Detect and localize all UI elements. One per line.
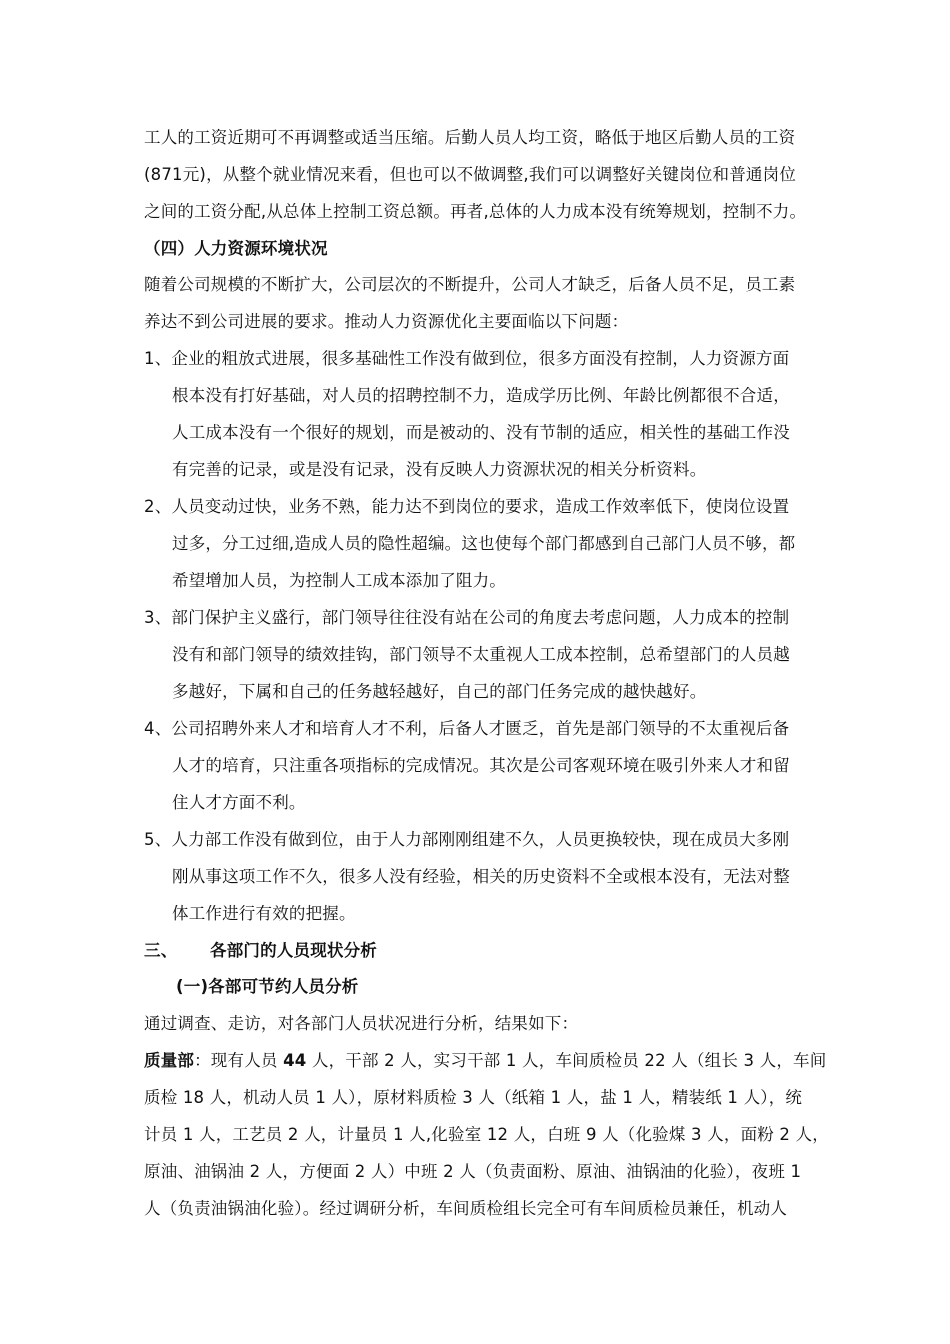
dept-label: 质量部: [144, 1051, 195, 1070]
list-item-line: 体工作进行有效的把握。: [172, 904, 356, 923]
paragraph-line: 人（负责油锅油化验）。经过调研分析，车间质检组长完全可有车间质检员兼任，机动人: [144, 1199, 788, 1218]
list-item-line: 多越好，下属和自己的任务越轻越好，自己的部门任务完成的越快越好。: [172, 682, 707, 701]
list-item-line: 根本没有打好基础，对人员的招聘控制不力，造成学历比例、年龄比例都很不合适，: [172, 386, 790, 405]
list-item-line: 住人才方面不利。: [172, 793, 306, 812]
paragraph-line: (871元)，从整个就业情况来看，但也可以不做调整,我们可以调整好关键岗位和普通岗位: [144, 165, 797, 184]
list-item-line: 过多，分工过细,造成人员的隐性超编。这也使每个部门都感到自己部门人员不够，都: [172, 534, 796, 553]
list-item-line: 有完善的记录，或是没有记录，没有反映人力资源状况的相关分析资料。: [172, 460, 707, 479]
paragraph-line: 养达不到公司进展的要求。推动人力资源优化主要面临以下问题：: [144, 312, 629, 331]
paragraph-line: 工人的工资近期可不再调整或适当压缩。后勤人员人均工资，略低于地区后勤人员的工资: [144, 128, 796, 147]
section-title: 各部门的人员现状分析: [210, 941, 377, 960]
paragraph-line: 之间的工资分配,从总体上控制工资总额。再者,总体的人力成本没有统筹规划，控制不力。: [144, 202, 807, 221]
staff-count: 44: [283, 1051, 307, 1070]
list-item-first-line: 3、部门保护主义盛行，部门领导往往没有站在公司的角度去考虑问题，人力成本的控制: [144, 608, 790, 627]
list-item-first-line: 2、人员变动过快，业务不熟，能力达不到岗位的要求，造成工作效率低下，使岗位设置: [144, 497, 790, 516]
paragraph-line: 质检 18 人，机动人员 1 人），原材料质检 3 人（纸箱 1 人，盐 1 人，精装纸 1 人），统: [144, 1088, 803, 1107]
list-item-line: 人才的培育，只注重各项指标的完成情况。其次是公司客观环境在吸引外来人才和留: [172, 756, 790, 775]
list-item-line: 刚从事这项工作不久，很多人没有经验，相关的历史资料不全或根本没有，无法对整: [172, 867, 790, 886]
paragraph-line: 随着公司规模的不断扩大，公司层次的不断提升，公司人才缺乏，后备人员不足，员工素: [144, 275, 796, 294]
list-item-line: 没有和部门领导的绩效挂钩，部门领导不太重视人工成本控制，总希望部门的人员越: [172, 645, 790, 664]
section-number: 三、: [144, 941, 178, 960]
list-item-line: 人工成本没有一个很好的规划，而是被动的、没有节制的适应，相关性的基础工作没: [172, 423, 790, 442]
section-heading-3: [144, 939, 814, 963]
list-item-first-line: 5、人力部工作没有做到位，由于人力部刚刚组建不久，人员更换较快，现在成员大多刚: [144, 830, 790, 849]
paragraph-line: 原油、油锅油 2 人，方便面 2 人）中班 2 人（负责面粉、原油、油锅油的化验），夜班 1: [144, 1162, 802, 1181]
quality-dept-line: [144, 1049, 827, 1073]
inline-text: ：现有人员: [194, 1051, 284, 1070]
inline-text: 人，干部 2 人，实习干部 1 人，车间质检员 22 人（组长 3 人，车间: [306, 1051, 827, 1070]
paragraph-line: 通过调查、走访，对各部门人员状况进行分析，结果如下：: [144, 1014, 579, 1033]
sub-heading: (一)各部可节约人员分析: [176, 977, 359, 996]
section-heading-4: （四）人力资源环境状况: [144, 239, 328, 258]
paragraph-line: 计员 1 人，工艺员 2 人，计量员 1 人,化验室 12 人，白班 9 人（化验煤 3 人，面粉 2 人，: [144, 1125, 829, 1144]
list-item-line: 希望增加人员，为控制人工成本添加了阻力。: [172, 571, 506, 590]
list-item-first-line: 1、企业的粗放式进展，很多基础性工作没有做到位，很多方面没有控制，人力资源方面: [144, 349, 790, 368]
list-item-first-line: 4、公司招聘外来人才和培育人才不利，后备人才匮乏，首先是部门领导的不太重视后备: [144, 719, 790, 738]
